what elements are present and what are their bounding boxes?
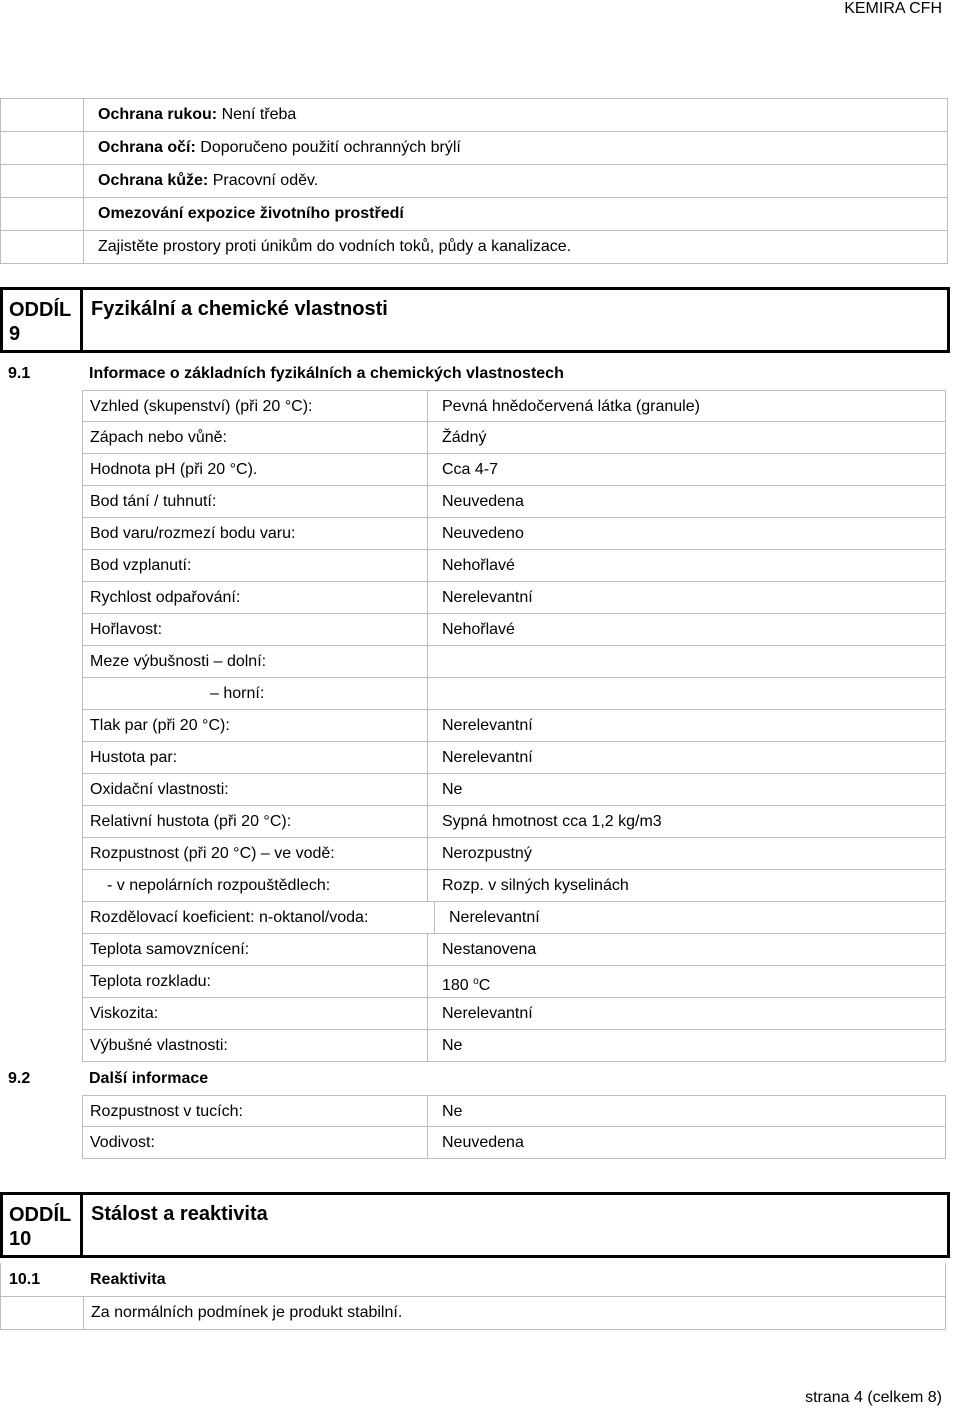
property-row: [0, 838, 946, 870]
subsection-9-1: [0, 357, 946, 390]
property-label: Hořlavost:: [82, 614, 428, 646]
property-row: [0, 614, 946, 646]
section-10-header: [0, 1192, 950, 1258]
property-row: [0, 1030, 946, 1062]
property-row: [0, 646, 946, 678]
property-row: [0, 1095, 946, 1127]
property-row: [0, 966, 946, 998]
property-value: Ne: [428, 774, 946, 806]
property-value: Pevná hnědočervená látka (granule): [428, 390, 946, 422]
property-row: [0, 934, 946, 966]
subsection-9-1-title: Informace o základních fyzikálních a chemických vlastnostech: [89, 365, 564, 382]
company-name: KEMIRA CFH: [844, 0, 942, 17]
env-value: Zajistěte prostory proti únikům do vodních toků, půdy a kanalizace.: [98, 238, 572, 255]
property-value: Sypná hmotnost cca 1,2 kg/m3: [428, 806, 946, 838]
subsection-9-1-number: 9.1: [8, 365, 31, 382]
property-value: [428, 646, 946, 678]
property-label: Vodivost:: [82, 1127, 428, 1159]
property-label: Výbušné vlastnosti:: [82, 1030, 428, 1062]
property-label: Teplota rozkladu:: [82, 966, 428, 998]
section-10-number: ODDÍL 10: [3, 1195, 83, 1255]
subsection-10-1-title: Reaktivita: [90, 1271, 166, 1288]
property-row: [0, 902, 946, 934]
section-9-header: [0, 287, 950, 353]
subsection-10-1: [0, 1263, 946, 1297]
property-label: Relativní hustota (při 20 °C):: [82, 806, 428, 838]
property-label: Tlak par (při 20 °C):: [82, 710, 428, 742]
property-label: Bod tání / tuhnutí:: [82, 486, 428, 518]
property-label: Rozpustnost v tucích:: [82, 1095, 428, 1127]
property-row: [0, 454, 946, 486]
env-label: Omezování expozice životního prostředí: [98, 205, 404, 222]
property-value: Nehořlavé: [428, 550, 946, 582]
property-value: Cca 4-7: [428, 454, 946, 486]
property-label: - v nepolárních rozpouštědlech:: [82, 870, 428, 902]
property-row: [0, 710, 946, 742]
reactivity-text: Za normálních podmínek je produkt stabilní.: [91, 1304, 403, 1321]
eyes-label: Ochrana očí:: [98, 139, 196, 156]
property-value: Nerozpustný: [428, 838, 946, 870]
skin-value: Pracovní oděv.: [208, 172, 319, 189]
property-value: Nerelevantní: [428, 710, 946, 742]
subsection-9-2-number: 9.2: [8, 1070, 31, 1087]
property-row: [0, 550, 946, 582]
property-label: Rychlost odpařování:: [82, 582, 428, 614]
property-label: Bod vzplanutí:: [82, 550, 428, 582]
property-label: Bod varu/rozmezí bodu varu:: [82, 518, 428, 550]
property-label: Rozdělovací koeficient: n-oktanol/voda:: [82, 902, 435, 934]
property-value: Nerelevantní: [428, 742, 946, 774]
property-row: [0, 1127, 946, 1159]
property-value: Nestanovena: [428, 934, 946, 966]
property-row: [0, 774, 946, 806]
property-row: [0, 582, 946, 614]
property-value: Neuvedena: [428, 1127, 946, 1159]
property-label: Hustota par:: [82, 742, 428, 774]
property-label: Viskozita:: [82, 998, 428, 1030]
section-10-body: [0, 1263, 946, 1330]
property-value: Rozp. v silných kyselinách: [428, 870, 946, 902]
subsection-9-2: [0, 1062, 946, 1095]
property-label: Hodnota pH (při 20 °C).: [82, 454, 428, 486]
section-9-title: Fyzikální a chemické vlastnosti: [91, 298, 388, 320]
hands-value: Není třeba: [217, 106, 297, 123]
property-label: Teplota samovznícení:: [82, 934, 428, 966]
property-value: Ne: [428, 1030, 946, 1062]
property-value: Nerelevantní: [428, 998, 946, 1030]
protection-table: [0, 98, 948, 264]
property-value: Nehořlavé: [428, 614, 946, 646]
property-value: Nerelevantní: [435, 902, 946, 934]
property-label: Oxidační vlastnosti:: [82, 774, 428, 806]
subsection-10-1-number: 10.1: [9, 1271, 41, 1288]
property-value: Neuvedena: [428, 486, 946, 518]
property-row: [0, 518, 946, 550]
subsection-9-2-title: Další informace: [89, 1070, 209, 1087]
hands-label: Ochrana rukou:: [98, 106, 218, 123]
property-row: [0, 390, 946, 422]
property-value: Ne: [428, 1095, 946, 1127]
property-value: [428, 678, 946, 710]
page-number: strana 4 (celkem 8): [805, 1389, 942, 1406]
properties-table: [0, 357, 946, 1159]
section-9-number: ODDÍL 9: [3, 290, 83, 350]
property-label: Meze výbušnosti – dolní:: [82, 646, 428, 678]
property-label: Rozpustnost (při 20 °C) – ve vodě:: [82, 838, 428, 870]
property-row: [0, 806, 946, 838]
section-10-title: Stálost a reaktivita: [91, 1203, 268, 1225]
property-row: [0, 486, 946, 518]
eyes-value: Doporučeno použití ochranných brýlí: [195, 139, 461, 156]
property-row: [0, 742, 946, 774]
property-label: Vzhled (skupenství) (při 20 °C):: [82, 390, 428, 422]
property-row: [0, 422, 946, 454]
property-value: 180 $^o$C: [428, 966, 946, 998]
property-label: – horní:: [82, 678, 428, 710]
property-label: Zápach nebo vůně:: [82, 422, 428, 454]
property-row: [0, 998, 946, 1030]
property-row: [0, 870, 946, 902]
property-value: Neuvedeno: [428, 518, 946, 550]
property-value: Žádný: [428, 422, 946, 454]
property-value: Nerelevantní: [428, 582, 946, 614]
skin-label: Ochrana kůže:: [98, 172, 209, 189]
property-row: [0, 678, 946, 710]
